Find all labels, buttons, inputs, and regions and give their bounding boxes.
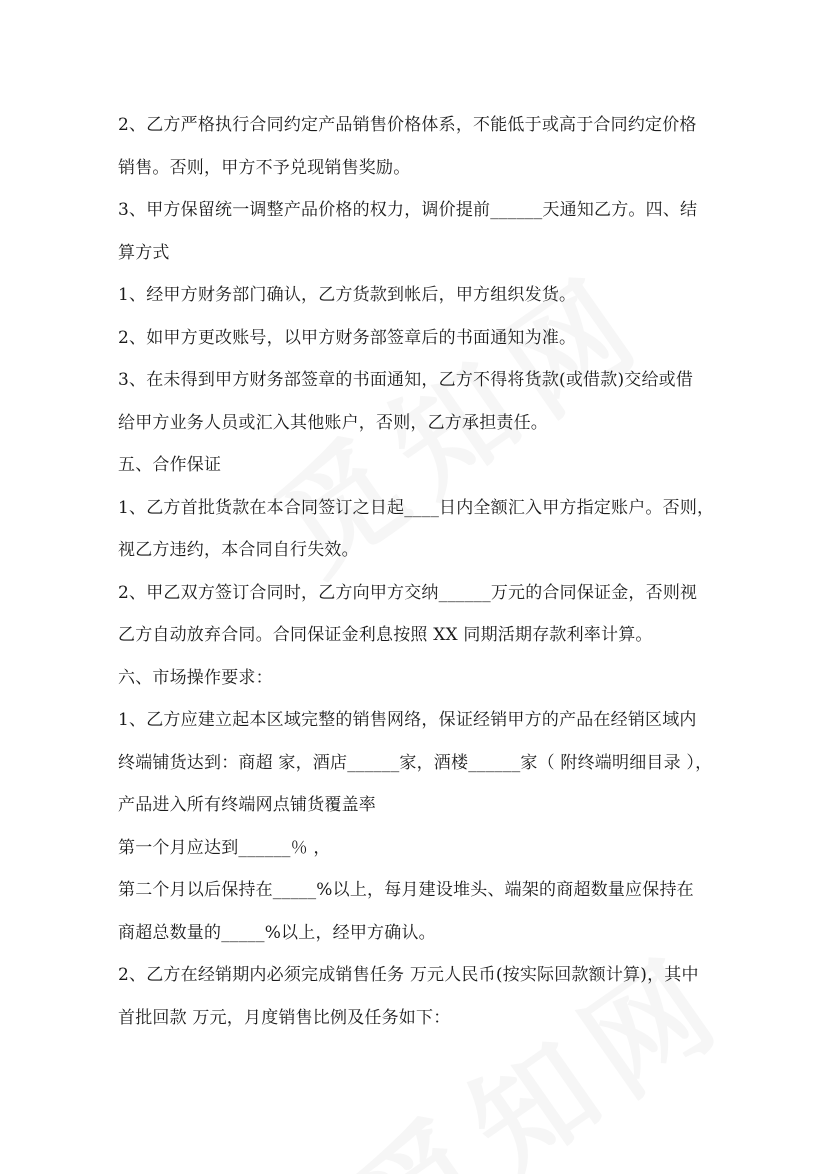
text-line: 2、乙方严格执行合同约定产品销售价格体系，不能低于或高于合同约定价格 xyxy=(118,115,697,135)
text-line: 1、乙方首批货款在本合同签订之日起____日内全额汇入甲方指定账户。否则， xyxy=(118,497,715,518)
text-line: 2、乙方在经销期内必须完成销售任务 万元人民币(按实际回款额计算)，其中 xyxy=(118,965,699,985)
section-heading: 五、合作保证 xyxy=(118,455,222,475)
text-line: 销售。否则，甲方不予兑现销售奖励。 xyxy=(118,157,411,178)
text-line: 1、经甲方财务部门确认，乙方货款到帐后，甲方组织发货。 xyxy=(118,285,577,305)
text-line: 终端铺货达到：商超 家，酒店______家，酒楼______家（ 附终端明细目录 ）， xyxy=(118,752,713,773)
text-line: 2、甲乙双方签订合同时，乙方向甲方交纳______万元的合同保证金，否则视 xyxy=(118,582,698,603)
text-line: 算方式 xyxy=(118,242,170,263)
text-line: 产品进入所有终端网点铺货覆盖率 xyxy=(118,795,376,815)
text-line: 第二个月以后保持在_____%以上，每月建设堆头、端架的商超数量应保持在 xyxy=(118,880,694,900)
section-heading: 六、市场操作要求： xyxy=(118,667,273,688)
document-body xyxy=(118,104,738,1039)
text-line: 第一个月应达到______％ ， xyxy=(118,837,331,858)
text-line: 给甲方业务人员或汇入其他账户，否则，乙方承担责任。 xyxy=(118,412,548,433)
text-line: 首批回款 万元，月度销售比例及任务如下： xyxy=(118,1007,451,1028)
text-line: 乙方自动放弃合同。合同保证金利息按照 XX 同期活期存款利率计算。 xyxy=(118,625,653,645)
text-line: 1、乙方应建立起本区域完整的销售网络，保证经销甲方的产品在经销区域内 xyxy=(118,710,697,730)
text-line: 3、在未得到甲方财务部签章的书面通知，乙方不得将货款(或借款)交给或借 xyxy=(118,370,694,390)
text-line: 3、甲方保留统一调整产品价格的权力，调价提前______天通知乙方。四、结 xyxy=(118,200,698,220)
text-line: 2、如甲方更改账号，以甲方财务部签章后的书面通知为准。 xyxy=(118,327,577,348)
text-line: 商超总数量的_____%以上，经甲方确认。 xyxy=(118,922,436,943)
text-line: 视乙方违约，本合同自行失效。 xyxy=(118,540,359,560)
